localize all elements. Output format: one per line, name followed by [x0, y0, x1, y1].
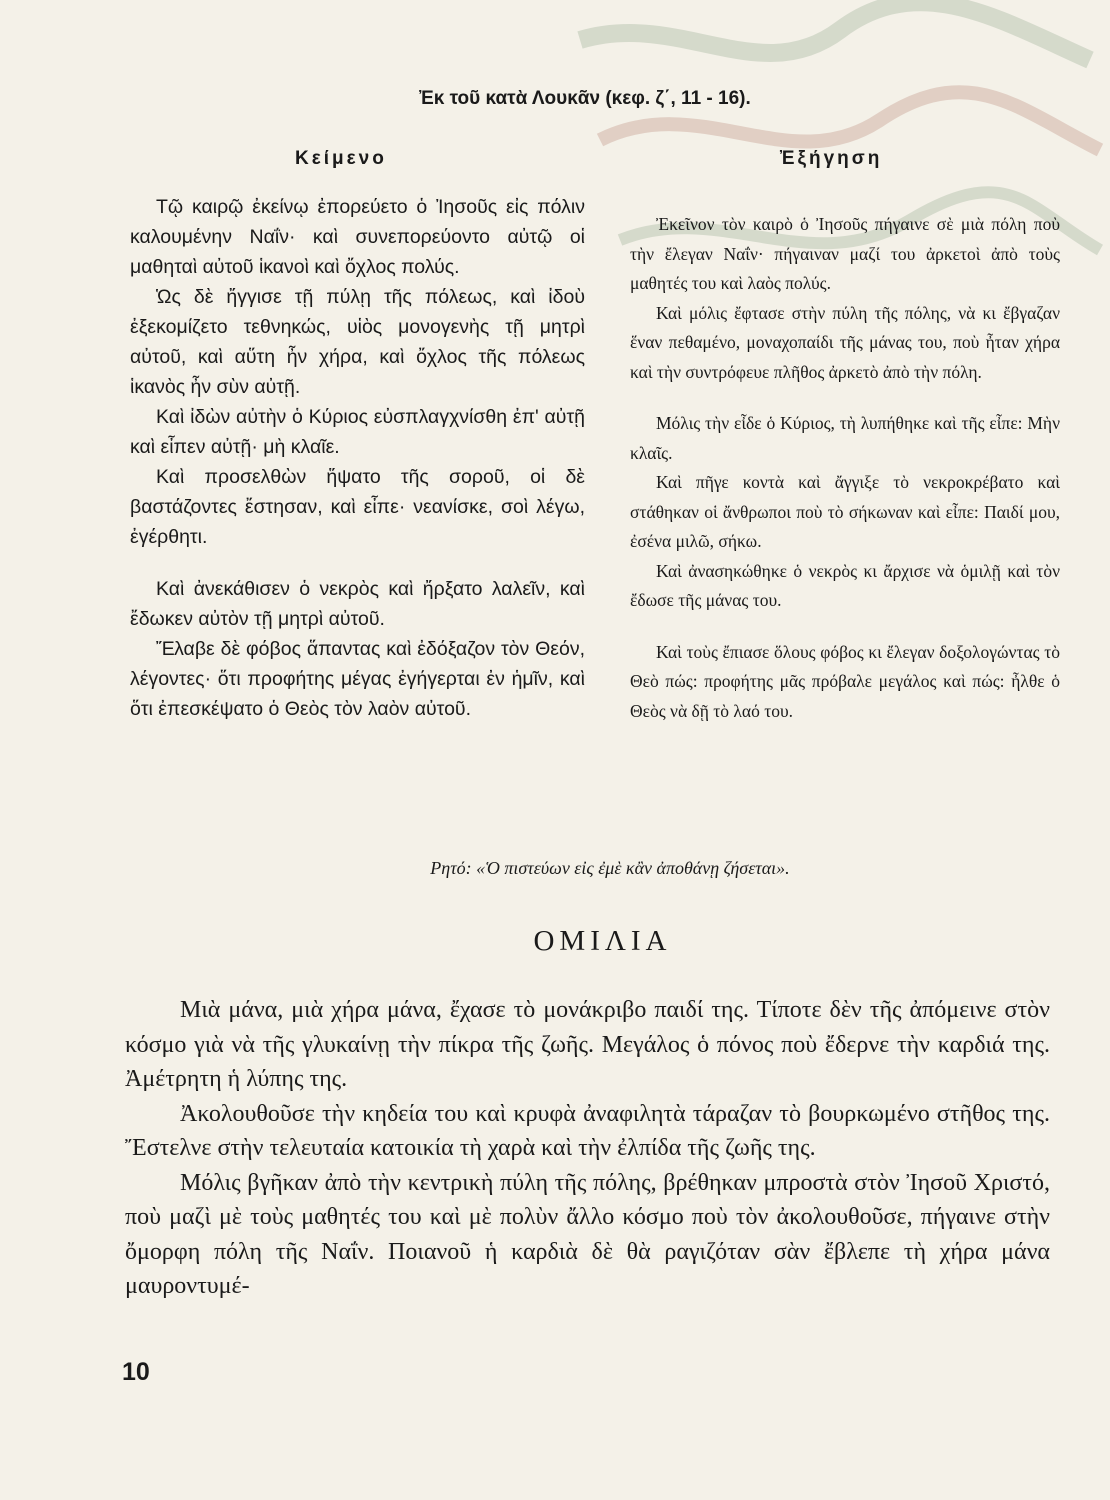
explanation-verse: Καὶ μόλις ἔφτασε στὴν πύλη τῆς πόλης, νὰ κι ἔβγαζαν ἕναν πεθαμένο, μοναχοπαίδι τῆς μάνας του, ποὺ ἦταν χήρα καὶ τὴν συντρόφευε πλῆθος ἀρκετὸ ἀπὸ τὴν πόλη. — [630, 302, 1060, 382]
explanation-verse: Καὶ πῆγε κοντὰ καὶ ἄγγιξε τὸ νεκροκρέβατο καὶ στάθηκαν οἱ ἄνθρωποι ποὺ τὸ σήκωναν καὶ εἶπε: Παιδί μου, ἐσένα μιλῶ, σήκω. — [630, 472, 1060, 551]
page-number: 10 — [122, 1358, 150, 1386]
explanation-verse: Καὶ τοὺς ἔπιασε ὅλους φόβος κι ἔλεγαν δοξολογώντας τὸ Θεὸ πώς: προφήτης μᾶς πρόβαλε μεγάλος καὶ πώς: ἦλθε ὁ Θεὸς νὰ δῇ τὸ λαό του. — [630, 641, 1060, 721]
key-saying: Ρητό: «Ὁ πιστεύων εἰς ἐμὲ κἂν ἀποθάνῃ ζήσεται». — [430, 858, 790, 878]
explanation-verse: Ἐκεῖνον τὸν καιρὸ ὁ Ἰησοῦς πήγαινε σὲ μιὰ πόλη ποὺ τὴν ἔλεγαν Ναΐν· πήγαιναν μαζί του ἀρκετοὶ ἀπὸ τοὺς μαθητές του καὶ λαὸς πολύς. — [630, 214, 1060, 293]
original-verse: Καὶ προσελθὼν ἥψατο τῆς σοροῦ, οἱ δὲ βαστάζοντες ἔστησαν, καὶ εἶπε· νεανίσκε, σοὶ λέγω, ἐγέρθητι. — [130, 466, 585, 548]
explanation-verse: Καὶ ἀνασηκώθηκε ὁ νεκρὸς κι ἄρχισε νὰ ὁμιλῇ καὶ τὸν ἔδωσε τῆς μάνας του. — [630, 560, 1060, 610]
explanation-verse: Μόλις τὴν εἶδε ὁ Κύριος, τὴ λυπήθηκε καὶ τῆς εἶπε: Μὴν κλαῖς. — [630, 413, 1060, 463]
sermon-paragraph: Ἀκολουθοῦσε τὴν κηδεία του καὶ κρυφὰ ἀναφιλητὰ τάραζαν τὸ βουρκωμένο στῆθος της. Ἔστελνε στὴν τελευταία κατοικία τὴ χαρὰ καὶ τὴν ἐλπίδα τῆς ζωῆς της. — [125, 1100, 1050, 1161]
original-text-column — [130, 192, 585, 724]
original-verse: Τῷ καιρῷ ἐκείνῳ ἐπορεύετο ὁ Ἰησοῦς εἰς πόλιν καλουμένην Ναΐν· καὶ συνεπορεύοντο αὐτῷ οἱ μαθηταὶ αὐτοῦ ἱκανοὶ καὶ ὄχλος πολύς. — [130, 196, 585, 278]
column-title-explanation: Ἐξήγηση — [780, 148, 883, 169]
gospel-reference-heading: Ἐκ τοῦ κατὰ Λουκᾶν (κεφ. ζ΄, 11 - 16). — [419, 88, 751, 109]
original-verse: Καὶ ἀνεκάθισεν ὁ νεκρὸς καὶ ἤρξατο λαλεῖν, καὶ ἔδωκεν αὐτὸν τῇ μητρὶ αὐτοῦ. — [130, 578, 585, 630]
original-verse: Ἔλαβε δὲ φόβος ἅπαντας καὶ ἐδόξαζον τὸν Θεόν, λέγοντες· ὅτι προφήτης μέγας ἐγήγερται ἐν ἡμῖν, καὶ ὅτι ἐπεσκέψατο ὁ Θεὸς τὸν λαὸν αὐτοῦ. — [130, 638, 585, 720]
sermon-paragraph: Μόλις βγῆκαν ἀπὸ τὴν κεντρικὴ πύλη τῆς πόλης, βρέθηκαν μπροστὰ στὸν Ἰησοῦ Χριστό, ποὺ μαζὶ μὲ τοὺς μαθητές του καὶ μὲ πολὺν ἄλλο κόσμο ποὺ τὸν ἀκολουθοῦσε, πήγαινε στὴν ὄμορφη πόλη τῆς Ναΐν. Ποιανοῦ ἡ καρδιὰ δὲ θὰ ραγιζόταν σὰν ἔβλεπε τὴ χήρα μάνα μαυροντυμέ- — [125, 1169, 1050, 1299]
original-verse: Ὡς δὲ ἤγγισε τῇ πύλῃ τῆς πόλεως, καὶ ἰδοὺ ἐξεκομίζετο τεθνηκώς, υἱὸς μονογενὴς τῇ μητρὶ αὐτοῦ, καὶ αὕτη ἦν χήρα, καὶ ὄχλος τῆς πόλεως ἱκανὸς ἦν σὺν αὐτῇ. — [130, 286, 585, 398]
sermon-title: ΟΜΙΛΙΑ — [533, 925, 672, 957]
original-verse: Καὶ ἰδὼν αὐτὴν ὁ Κύριος εὐσπλαγχνίσθη ἐπ' αὐτῇ καὶ εἶπεν αὐτῇ· μὴ κλαῖε. — [130, 406, 585, 458]
sermon-paragraph: Μιὰ μάνα, μιὰ χήρα μάνα, ἔχασε τὸ μονάκριβο παιδί της. Τίποτε δὲν τῆς ἀπόμεινε στὸν κόσμο γιὰ νὰ τῆς γλυκαίνῃ τὴν πίκρα τῆς ζωῆς. Μεγάλος ὁ πόνος ποὺ ἔδερνε τὴν καρδιά της. Ἀμέτρητη ἡ λύπης της. — [125, 997, 1050, 1092]
explanation-column — [630, 210, 1060, 726]
column-title-text: Κείμενο — [295, 148, 387, 169]
sermon-body — [125, 993, 1050, 1304]
